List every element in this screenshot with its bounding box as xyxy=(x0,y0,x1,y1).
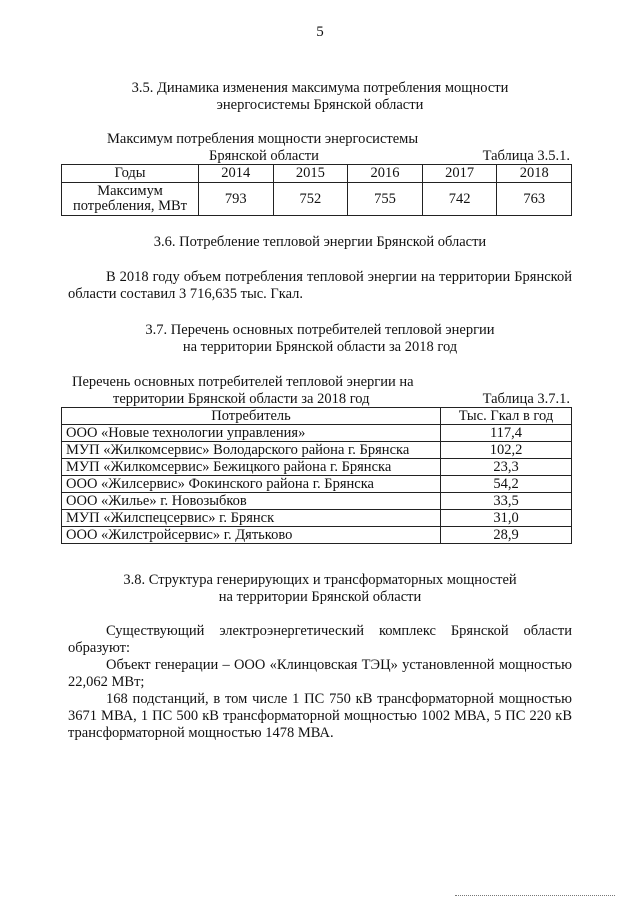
max-power-value-cell: 752 xyxy=(273,183,348,216)
consumer-value-cell: 33,5 xyxy=(441,493,572,510)
table-row xyxy=(62,493,572,510)
substations-paragraph: 168 подстанций, в том числе 1 ПС 750 кВ трансформаторной мощностью 3671 МВА, 1 ПС 500 кВ трансформаторной мощностью 1002 МВА, 5 ПС 220 кВ трансформаторной мощностью 1478 МВА. xyxy=(68,691,572,741)
table-3-7-1-caption-line2: территории Брянской области за 2018 год xyxy=(113,391,370,407)
year-cell: 2016 xyxy=(348,165,423,183)
consumer-name-cell: МУП «Жилспецсервис» г. Брянск xyxy=(62,510,441,527)
year-cell: 2018 xyxy=(497,165,572,183)
table-row xyxy=(62,476,572,493)
section-3-7-heading xyxy=(60,322,580,356)
max-power-value-cell: 763 xyxy=(497,183,572,216)
table-3-7-1-label: Таблица 3.7.1. xyxy=(482,391,570,407)
years-header-cell: Годы xyxy=(62,165,199,183)
max-power-table-header xyxy=(62,165,572,183)
table-3-7-1-caption-line1: Перечень основных потребителей тепловой энергии на xyxy=(72,374,414,390)
table-row xyxy=(62,442,572,459)
table-3-5-1-caption-line1: Максимум потребления мощности энергосистемы xyxy=(107,131,419,147)
table-row xyxy=(62,459,572,476)
max-power-label-cell xyxy=(62,183,199,216)
max-power-table-row xyxy=(62,183,572,216)
section-3-7-heading-line2: на территории Брянской области за 2018 год xyxy=(182,339,458,355)
max-power-value-cell: 742 xyxy=(422,183,497,216)
consumer-value-cell: 23,3 xyxy=(441,459,572,476)
table-row xyxy=(62,425,572,442)
table-row xyxy=(62,527,572,544)
consumer-name-cell: МУП «Жилкомсервис» Володарского района г. Брянска xyxy=(62,442,441,459)
footer-dotted-line xyxy=(455,895,615,896)
year-cell: 2014 xyxy=(199,165,274,183)
section-3-7-heading-line1: 3.7. Перечень основных потребителей тепловой энергии xyxy=(145,322,495,338)
max-power-value-cell: 755 xyxy=(348,183,423,216)
consumer-value-cell: 31,0 xyxy=(441,510,572,527)
year-cell: 2017 xyxy=(422,165,497,183)
consumer-name-cell: ООО «Новые технологии управления» xyxy=(62,425,441,442)
section-3-8-body xyxy=(68,623,572,742)
consumer-name-cell: ООО «Жилсервис» Фокинского района г. Брянска xyxy=(62,476,441,493)
max-power-label-line2: потребления, МВт xyxy=(72,198,188,214)
grid-complex-paragraph: Существующий электроэнергетический комплекс Брянской области образуют: xyxy=(68,623,572,656)
value-header-cell: Тыс. Гкал в год xyxy=(441,408,572,425)
consumer-name-cell: ООО «Жилстройсервис» г. Дятьково xyxy=(62,527,441,544)
consumer-value-cell: 117,4 xyxy=(441,425,572,442)
consumer-value-cell: 54,2 xyxy=(441,476,572,493)
consumer-name-cell: МУП «Жилкомсервис» Бежицкого района г. Брянска xyxy=(62,459,441,476)
section-3-6-paragraph xyxy=(68,269,572,303)
table-3-5-1-label: Таблица 3.5.1. xyxy=(482,148,570,164)
section-3-8-heading-line2: на территории Брянской области xyxy=(218,589,422,605)
max-power-table xyxy=(61,164,572,216)
section-3-5-heading-line2: энергосистемы Брянской области xyxy=(216,97,424,113)
table-row xyxy=(62,510,572,527)
heat-consumers-header xyxy=(62,408,572,425)
max-power-label-line1: Максимум xyxy=(97,183,163,199)
generation-paragraph: Объект генерации – ООО «Клинцовская ТЭЦ» установленной мощностью 22,062 МВт; xyxy=(68,657,572,690)
consumer-value-cell: 28,9 xyxy=(441,527,572,544)
section-3-6-heading: 3.6. Потребление тепловой энергии Брянской области xyxy=(153,234,487,250)
section-3-5-heading xyxy=(60,80,580,114)
page-number: 5 xyxy=(316,24,324,40)
section-3-5-heading-line1: 3.5. Динамика изменения максимума потребления мощности xyxy=(131,80,509,96)
consumer-name-cell: ООО «Жилье» г. Новозыбков xyxy=(62,493,441,510)
section-3-8-heading xyxy=(60,572,580,606)
heat-consumption-text: В 2018 году объем потребления тепловой энергии на территории Брянской области составил 3 716,635 тыс. Гкал. xyxy=(68,269,572,302)
heat-consumers-table xyxy=(61,407,572,544)
consumer-value-cell: 102,2 xyxy=(441,442,572,459)
table-3-5-1-caption-line2: Брянской области xyxy=(209,148,319,164)
section-3-8-heading-line1: 3.8. Структура генерирующих и трансформаторных мощностей xyxy=(123,572,517,588)
max-power-value-cell: 793 xyxy=(199,183,274,216)
consumer-header-cell: Потребитель xyxy=(62,408,441,425)
year-cell: 2015 xyxy=(273,165,348,183)
